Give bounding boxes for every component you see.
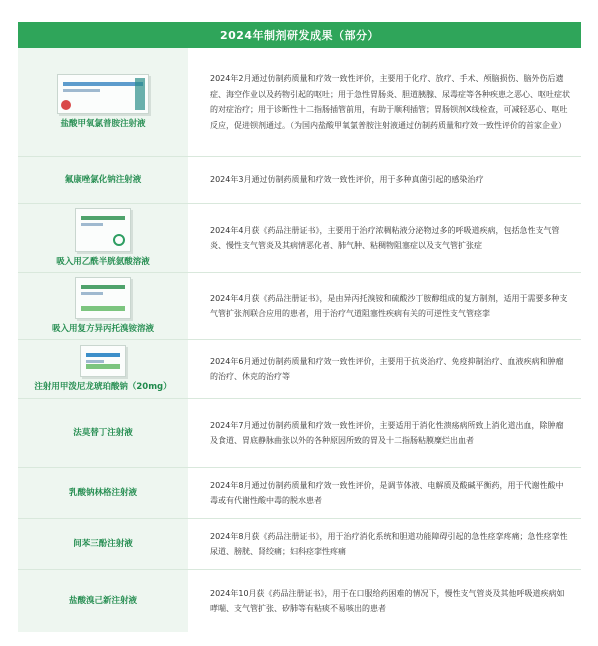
description-cell — [188, 468, 581, 518]
table-row — [18, 157, 581, 204]
product-name: 氟康唑氯化钠注射液 — [64, 175, 142, 185]
product-name: 盐酸甲氧氯普胺注射液 — [60, 119, 146, 129]
product-description: 2024年10月获《药品注册证书》，用于在口服给药困难的情况下，慢性支气管炎及其他呼吸道疾病如哮喘、支气管扩张、矽肺等有粘痰不易咳出的患者 — [210, 588, 565, 613]
product-description: 2024年4月获《药品注册证书》，是由异丙托溴铵和硫酸沙丁胺醇组成的复方制剂，适用于需要多种支气管扩张剂联合应用的患者，用于治疗气道阻塞性疾病有关的可逆性支气管痉挛 — [210, 293, 568, 318]
product-cell — [18, 519, 188, 569]
product-cell — [18, 48, 188, 156]
rd-results-table — [18, 22, 581, 632]
description-cell — [188, 570, 581, 632]
product-name: 法莫替丁注射液 — [73, 428, 133, 438]
product-cell — [18, 273, 188, 339]
product-name: 乳酸钠林格注射液 — [68, 488, 137, 498]
product-name: 间苯三酚注射液 — [73, 539, 133, 549]
table-header — [18, 22, 581, 48]
product-description: 2024年8月通过仿制药质量和疗效一致性评价，是调节体液、电解质及酸碱平衡药，用于代谢性酸中毒或有代谢性酸中毒的脱水患者 — [210, 480, 564, 505]
description-cell — [188, 399, 581, 467]
product-cell — [18, 157, 188, 203]
table-row — [18, 399, 581, 468]
product-name: 注射用甲泼尼龙琥珀酸钠（20mg） — [34, 382, 172, 392]
product-cell — [18, 570, 188, 632]
description-cell — [188, 273, 581, 339]
product-box-image — [57, 74, 149, 114]
product-cell — [18, 399, 188, 467]
description-cell — [188, 204, 581, 272]
table-row — [18, 204, 581, 273]
product-box-image — [75, 277, 131, 319]
product-name: 吸入用复方异丙托溴铵溶液 — [51, 324, 154, 334]
product-description: 2024年8月获《药品注册证书》，用于治疗消化系统和胆道功能障碍引起的急性痉挛疼痛；急性痉挛性尿道、膀胱、肾绞痛；妇科痉挛性疼痛 — [210, 531, 568, 556]
product-box-image — [80, 345, 126, 377]
table-title: 2024年制剂研发成果（部分） — [219, 29, 380, 42]
description-cell — [188, 48, 581, 156]
description-cell — [188, 519, 581, 569]
product-description: 2024年3月通过仿制药质量和疗效一致性评价，用于多种真菌引起的感染治疗 — [210, 175, 484, 185]
table-row — [18, 48, 581, 157]
description-cell — [188, 157, 581, 203]
product-description: 2024年4月获《药品注册证书》，主要用于治疗浓稠粘液分泌物过多的呼吸道疾病，包括急性支气管炎、慢性支气管炎及其病情恶化者、肺气肿、粘稠物阻塞症以及支气管扩张症 — [210, 225, 560, 250]
product-name: 吸入用乙酰半胱氨酸溶液 — [56, 257, 150, 267]
product-description: 2024年2月通过仿制药质量和疗效一致性评价，主要用于化疗、放疗、手术、颅脑损伤、脑外伤后遗症、海空作业以及药物引起的呕吐；用于急性胃肠炎、胆道胰腺、尿毒症等各种疾患之恶心、呕吐症状的对症治疗；用于诊断性十二指肠插管前用，有助于顺利插管；胃肠钡剂X线检查，可减轻恶心、呕吐反应，促进钡剂通过。（为国内盐酸甲氧氯普胺注射液通过仿制药质量和疗效一致性评价的首家企业） — [210, 74, 570, 130]
table-row — [18, 570, 581, 632]
product-cell — [18, 340, 188, 398]
description-cell — [188, 340, 581, 398]
product-description: 2024年6月通过仿制药质量和疗效一致性评价，主要用于抗炎治疗、免疫抑制治疗、血液疾病和肿瘤的治疗、休克的治疗等 — [210, 356, 564, 381]
product-cell — [18, 204, 188, 272]
product-name: 盐酸溴己新注射液 — [68, 596, 137, 606]
table-row — [18, 273, 581, 340]
table-row — [18, 519, 581, 570]
table-row — [18, 468, 581, 519]
table-row — [18, 340, 581, 399]
product-box-image — [75, 208, 131, 252]
product-description: 2024年7月通过仿制药质量和疗效一致性评价，主要适用于消化性溃疡病所致上消化道出血，除肿瘤及食道、胃底静脉曲张以外的各种原因所致的胃及十二指肠粘膜糜烂出血者 — [210, 420, 564, 445]
product-cell — [18, 468, 188, 518]
